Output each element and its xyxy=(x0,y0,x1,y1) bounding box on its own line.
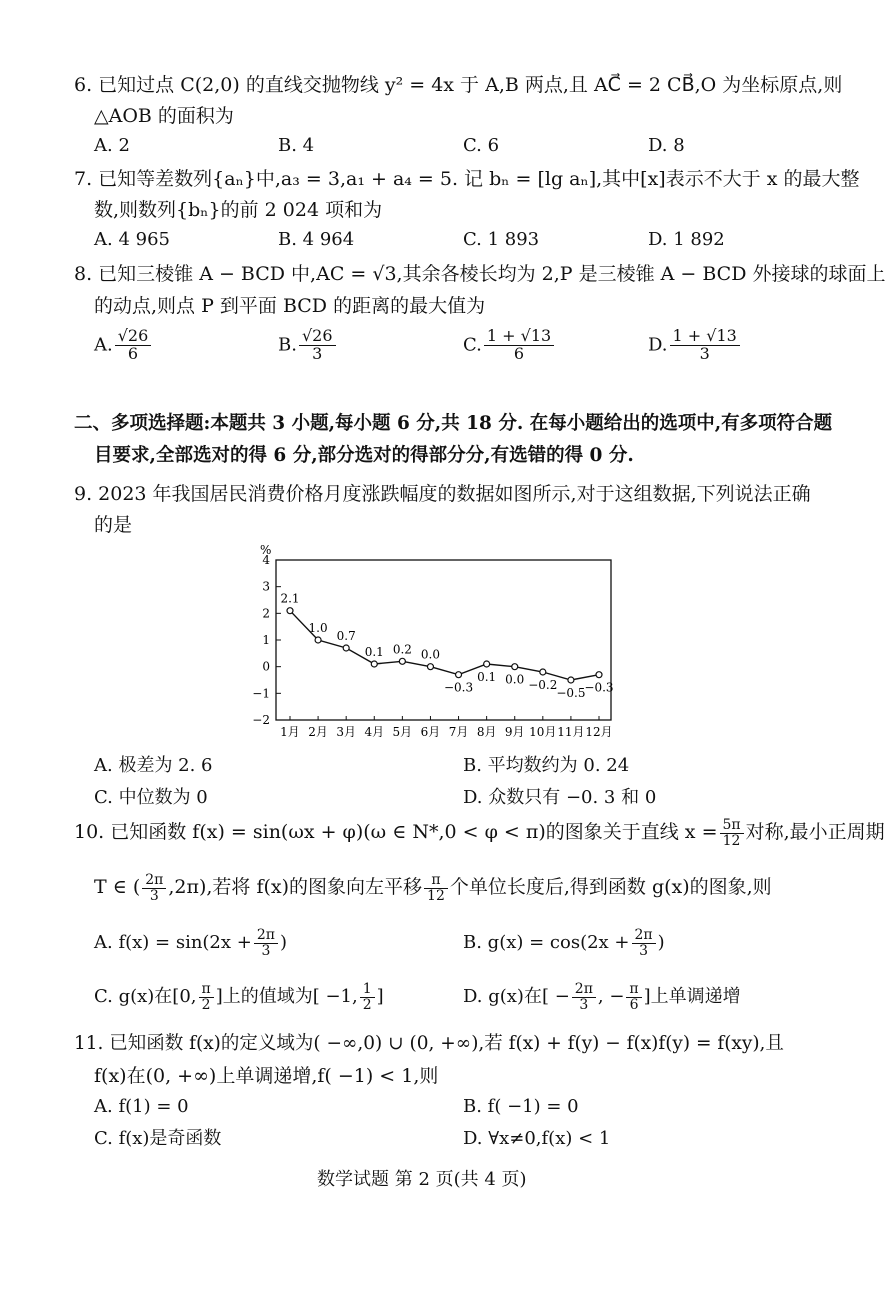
q10-line1-text-a: 10. 已知函数 f(x) = sin(ωx + φ)(ω ∈ N*,0 < φ < π)的图象关于直线 x = xyxy=(74,821,718,844)
data-label: 1.0 xyxy=(308,621,328,635)
x-tick-label: 7月 xyxy=(448,725,469,739)
q8-option-a xyxy=(94,328,153,363)
q8-option-a-den: 6 xyxy=(127,343,139,363)
q8-option-b-letter: B. xyxy=(278,334,297,356)
q10-line1-frac-den: 12 xyxy=(722,832,741,849)
q10-option-c xyxy=(94,982,384,1012)
y-tick-label: 1 xyxy=(262,633,270,647)
y-tick-label: 3 xyxy=(262,579,270,594)
q11-option-b: B. f( −1) = 0 xyxy=(463,1096,579,1117)
q6-line1: 6. 已知过点 C(2,0) 的直线交抛物线 y² = 4x 于 A,B 两点,且 AC⃗ = 2 CB⃗,O 为坐标原点,则 xyxy=(74,74,843,96)
q10-option-d-fraction2 xyxy=(626,982,641,1012)
q10-option-c-frac2-num: 1 xyxy=(360,982,375,998)
q8-option-a-fraction xyxy=(115,328,152,363)
q10-option-b-frac-num: 2π xyxy=(632,928,656,944)
q10-line1-frac-num: 5π xyxy=(720,818,744,834)
q10-line2-fraction1 xyxy=(142,873,166,903)
data-point xyxy=(315,637,321,643)
data-label: 0.7 xyxy=(336,629,356,643)
q8-option-c-fraction xyxy=(484,328,554,363)
cpi-line-chart xyxy=(240,538,630,748)
data-label: −0.3 xyxy=(443,680,474,695)
q10-option-d-frac2-num: π xyxy=(626,982,641,998)
q9-line1: 9. 2023 年我国居民消费价格月度涨跌幅度的数据如图所示,对于这组数据,下列说法正确 xyxy=(74,483,811,505)
q10-line2-text-c: 个单位长度后,得到函数 g(x)的图象,则 xyxy=(449,876,772,899)
data-label: 0.0 xyxy=(505,672,525,687)
q7-line1: 7. 已知等差数列{aₙ}中,a₃ = 3,a₁ + a₄ = 5. 记 bₙ = [lg aₙ],其中[x]表示不大于 x 的最大整 xyxy=(74,168,860,190)
x-tick-label: 2月 xyxy=(308,725,328,739)
q7-option-d: D. 1 892 xyxy=(648,229,725,250)
q8-option-c-letter: C. xyxy=(463,334,482,356)
q8-option-d-den: 3 xyxy=(699,343,710,363)
q8-option-b-den: 3 xyxy=(312,343,323,363)
q10-line2-fraction2 xyxy=(424,873,448,903)
q9-option-d: D. 众数只有 −0. 3 和 0 xyxy=(463,787,657,808)
q10-option-c-frac-den: 2 xyxy=(201,996,211,1013)
q10-option-d-fraction xyxy=(572,982,596,1012)
q10-line2-frac1-den: 3 xyxy=(149,887,159,904)
q10-line2-frac1-num: 2π xyxy=(142,873,166,889)
data-label: 0.1 xyxy=(364,645,384,659)
data-label: 0.1 xyxy=(477,670,497,684)
x-tick-label: 4月 xyxy=(364,725,385,739)
q10-option-d-frac2-den: 6 xyxy=(629,996,639,1013)
q7-option-a: A. 4 965 xyxy=(94,229,170,250)
q6-option-a: A. 2 xyxy=(94,135,130,156)
q8-option-c-num: 1 + √13 xyxy=(484,328,554,346)
q10-option-a-frac-den: 3 xyxy=(261,942,271,959)
q6-option-d: D. 8 xyxy=(648,135,685,156)
data-point xyxy=(484,661,490,667)
q10-option-d-frac-den: 3 xyxy=(579,996,589,1013)
data-point xyxy=(568,677,574,683)
y-tick-label: 0 xyxy=(262,659,270,674)
q8-option-d-num: 1 + √13 xyxy=(670,328,740,346)
q10-option-b-frac-den: 3 xyxy=(639,942,649,959)
q10-option-b xyxy=(463,928,665,958)
q8-option-d xyxy=(648,328,742,363)
data-label: −0.2 xyxy=(528,678,558,692)
q10-line1 xyxy=(74,818,885,848)
chart-series-line xyxy=(290,611,599,680)
data-point xyxy=(399,658,405,664)
q8-option-a-num: √26 xyxy=(115,328,152,346)
q8-option-a-letter: A. xyxy=(94,334,113,356)
q10-option-c-fraction xyxy=(199,982,214,1012)
y-tick-label: −1 xyxy=(252,686,270,701)
q11-line2: f(x)在(0, +∞)上单调递增,f( −1) < 1,则 xyxy=(94,1065,439,1087)
page-footer: 数学试题 第 2 页(共 4 页) xyxy=(317,1169,527,1190)
y-tick-label: −2 xyxy=(252,713,270,727)
q10-option-c-frac-num: π xyxy=(199,982,214,998)
q11-option-a: A. f(1) = 0 xyxy=(94,1096,189,1117)
x-tick-label: 3月 xyxy=(336,725,357,739)
data-point xyxy=(343,645,349,651)
y-tick-label: 4 xyxy=(262,553,270,567)
q10-option-c-text-b: ]上的值域为[ −1, xyxy=(215,986,358,1008)
data-point xyxy=(287,608,293,614)
data-label: 0.2 xyxy=(392,642,412,657)
q10-option-d xyxy=(463,982,741,1012)
q6-line2: △AOB 的面积为 xyxy=(94,105,234,127)
q8-line2: 的动点,则点 P 到平面 BCD 的距离的最大值为 xyxy=(94,295,486,317)
q6-option-c: C. 6 xyxy=(463,135,500,156)
data-point xyxy=(427,664,433,670)
q10-line1-text-b: 对称,最小正周期 xyxy=(745,821,885,844)
q8-option-d-letter: D. xyxy=(648,334,668,356)
q11-line1: 11. 已知函数 f(x)的定义域为( −∞,0) ∪ (0, +∞),若 f(x) + f(y) − f(x)f(y) = f(xy),且 xyxy=(74,1033,784,1054)
q10-option-b-fraction xyxy=(632,928,656,958)
q10-line2-text-b: ,2π),若将 f(x)的图象向左平移 xyxy=(168,876,423,899)
q10-option-c-fraction2 xyxy=(360,982,375,1012)
section2-heading-line1: 二、多项选择题:本题共 3 小题,每小题 6 分,共 18 分. 在每小题给出的选项中,有多项符合题 xyxy=(74,413,833,434)
q10-option-a-frac-num: 2π xyxy=(254,928,278,944)
data-point xyxy=(512,664,518,670)
q10-option-d-text-c: ]上单调递增 xyxy=(643,986,741,1008)
q8-option-c-den: 6 xyxy=(513,343,525,363)
data-point xyxy=(371,661,377,667)
q10-option-d-frac-num: 2π xyxy=(572,982,596,998)
q10-option-d-text-a: D. g(x)在[ − xyxy=(463,986,570,1008)
q11-option-c: C. f(x)是奇函数 xyxy=(94,1128,222,1149)
q8-line1: 8. 已知三棱锥 A − BCD 中,AC = √3,其余各棱长均为 2,P 是三棱锥 A − BCD 外接球的球面上 xyxy=(74,263,885,285)
q10-option-a-text-a: A. f(x) = sin(2x + xyxy=(94,932,252,954)
data-label: −0.3 xyxy=(584,680,614,695)
q10-option-b-text-a: B. g(x) = cos(2x + xyxy=(463,932,630,954)
section2-heading-line2: 目要求,全部选对的得 6 分,部分选对的得部分分,有选错的得 0 分. xyxy=(94,445,634,466)
x-tick-label: 12月 xyxy=(585,725,613,739)
q8-option-d-fraction xyxy=(670,328,740,363)
q9-option-b: B. 平均数约为 0. 24 xyxy=(463,755,630,776)
q9-option-a: A. 极差为 2. 6 xyxy=(94,755,213,776)
data-point xyxy=(596,672,602,678)
q10-option-c-frac2-den: 2 xyxy=(362,996,372,1013)
q10-option-c-text-c: ] xyxy=(376,986,384,1008)
q10-line2 xyxy=(94,873,772,903)
y-tick-label: 2 xyxy=(262,606,270,621)
q8-option-c xyxy=(463,328,556,363)
q10-line2-frac2-num: π xyxy=(424,873,448,889)
q7-line2: 数,则数列{bₙ}的前 2 024 项和为 xyxy=(94,199,383,221)
q10-option-a-fraction xyxy=(254,928,278,958)
x-tick-label: 9月 xyxy=(504,725,525,739)
chart-y-unit: % xyxy=(260,543,272,557)
x-tick-label: 10月 xyxy=(529,725,557,739)
q7-option-b: B. 4 964 xyxy=(278,229,355,250)
q10-option-d-text-b: , − xyxy=(597,986,625,1008)
x-tick-label: 8月 xyxy=(476,725,497,739)
x-tick-label: 11月 xyxy=(557,725,585,739)
q8-option-b-num: √26 xyxy=(299,328,336,346)
q10-line2-text-a: T ∈ ( xyxy=(94,876,141,899)
q10-line2-frac2-den: 12 xyxy=(427,887,445,904)
q10-line1-fraction xyxy=(720,818,744,848)
q9-line2: 的是 xyxy=(94,514,133,536)
x-tick-label: 6月 xyxy=(420,725,441,739)
x-tick-label: 5月 xyxy=(392,725,413,739)
q10-option-a xyxy=(94,928,287,958)
q8-option-b xyxy=(278,328,338,363)
data-point xyxy=(456,672,462,678)
q8-option-b-fraction xyxy=(299,328,336,363)
data-label: 2.1 xyxy=(280,591,300,606)
q10-option-c-text-a: C. g(x)在[0, xyxy=(94,986,197,1008)
data-label: −0.5 xyxy=(556,686,586,700)
data-point xyxy=(540,669,546,675)
q10-option-a-text-b: ) xyxy=(279,932,287,954)
q7-option-c: C. 1 893 xyxy=(463,229,540,250)
data-label: 0.0 xyxy=(420,647,441,662)
x-tick-label: 1月 xyxy=(280,725,300,739)
q6-option-b: B. 4 xyxy=(278,135,315,156)
q9-option-c: C. 中位数为 0 xyxy=(94,787,208,808)
q10-option-b-text-b: ) xyxy=(657,932,665,954)
q11-option-d: D. ∀x≠0,f(x) < 1 xyxy=(463,1128,611,1149)
